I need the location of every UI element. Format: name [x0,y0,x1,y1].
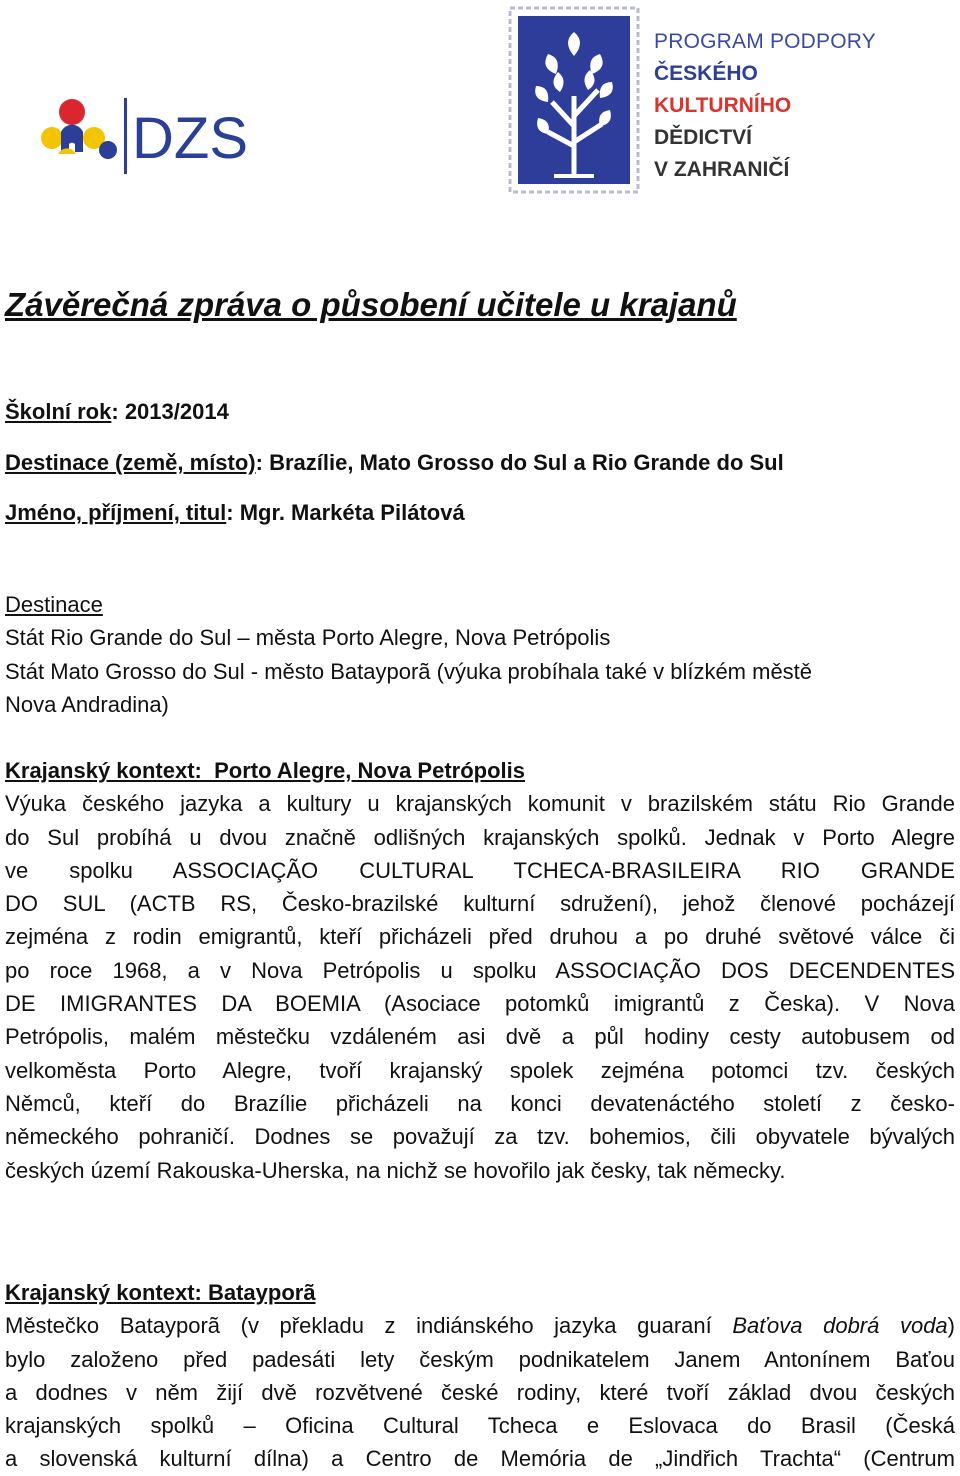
program-line-3: KULTURNÍHO [654,94,792,117]
kontext-bataypora-heading: Krajanský kontext: Batayporã [5,1280,316,1305]
destinace-line: Stát Mato Grosso do Sul - město Batayporã (výuka probíhala také v blízkém městě [5,658,813,684]
paragraph-line [5,1309,955,1342]
paragraph-line: do Sul probíhá u dvou značně odlišných krajanských spolků. Jednak v Porto Alegre [5,824,955,850]
paragraph-line: německého pohraničí. Dodnes se považují za tzv. bohemios, čili obyvatele bývalých [5,1124,955,1150]
paragraph-line: ve spolku ASSOCIAÇÃO CULTURAL TCHECA-BRASILEIRA RIO GRANDE [5,857,955,883]
program-line-1: PROGRAM PODPORY [654,30,876,53]
paragraph-line: Němců, kteří do Brazílie přicházeli na konci devatenáctého století z česko- [5,1090,955,1116]
destination-row: Destinace (země, místo): Brazílie, Mato Grosso do Sul a Rio Grande do Sul [5,450,784,475]
kontext-porto-alegre-section [5,754,955,1187]
school-year-label: Školní rok [5,399,112,424]
paragraph-line: DE IMIGRANTES DA BOEMIA (Asociace potomků imigrantů z Česka). V Nova [5,991,955,1017]
page-title: Závěrečná zpráva o působení učitele u krajanů [5,286,737,323]
kontext-bataypora-section [5,1276,955,1476]
paragraph-line: a dodnes v něm žijí dvě rozvětvené české rodiny, které tvoří základ dvou českých [5,1379,955,1405]
destinace-heading: Destinace [5,592,103,617]
paragraph-line: zejména z rodin emigrantů, kteří přicházeli před druhou a po druhé světové válce či [5,924,955,950]
destinace-section [5,588,955,721]
paragraph-line: krajanských spolků – Oficina Cultural Tcheca e Eslovaca do Brasil (Česká [5,1413,955,1439]
paragraph-line: po roce 1968, a v Nova Petrópolis u spolku ASSOCIAÇÃO DOS DECENDENTES [5,957,955,983]
line-end-text: ) [947,1313,955,1339]
dzs-logo-text: DZS [132,106,248,171]
destinace-line: Nova Andradina) [5,691,169,717]
tree-stamp-icon [508,6,640,196]
paragraph-line: a slovenská kulturní dílna) a Centro de Memória de „Jindřich Trachta“ (Centrum [5,1446,955,1472]
name-row: Jméno, příjmení, titul: Mgr. Markéta Pilátová [5,500,465,525]
name-label: Jméno, příjmení, titul [5,500,227,525]
paragraph-line: Výuka českého jazyka a kultury u krajanských komunit v brazilském státu Rio Grande [5,791,955,817]
school-year-value: 2013/2014 [124,399,229,424]
paragraph-line: českých území Rakouska-Uherska, na nichž se hovořilo jak česky, tak německy. [5,1157,786,1183]
paragraph-line: DO SUL (ACTB RS, Česko-brazilské kulturní sdružení), jehož členové pocházejí [5,891,955,917]
italic-translation: Baťova dobrá voda [732,1313,948,1339]
line-start-text: Městečko Batayporã (v překladu z indiánského jazyka guaraní [5,1313,733,1339]
program-podpory-logo [508,6,876,196]
destinace-line: Stát Rio Grande do Sul – města Porto Alegre, Nova Petrópolis [5,625,611,651]
paragraph-line: Petrópolis, malém městečku vzdáleném asi dvě a půl hodiny cesty autobusem od [5,1024,955,1050]
program-line-4: DĚDICTVÍ [654,126,753,149]
dzs-logo [36,92,266,180]
program-line-5: V ZAHRANIČÍ [654,158,790,181]
name-value: Mgr. Markéta Pilátová [239,500,465,525]
kontext-porto-alegre-heading: Krajanský kontext: Porto Alegre, Nova Petrópolis [5,758,525,783]
paragraph-line: bylo založeno před padesáti lety českým podnikatelem Janem Antonínem Baťou [5,1346,955,1372]
paragraph-line: velkoměsta Porto Alegre, tvoří krajanský spolek zejména potomci tzv. českých [5,1057,955,1083]
destination-label: Destinace (země, místo) [5,450,256,475]
school-year-row: Školní rok: 2013/2014 [5,399,229,424]
destination-value: Brazílie, Mato Grosso do Sul a Rio Grande do Sul [269,450,784,475]
program-line-2: ČESKÉHO [654,62,758,85]
